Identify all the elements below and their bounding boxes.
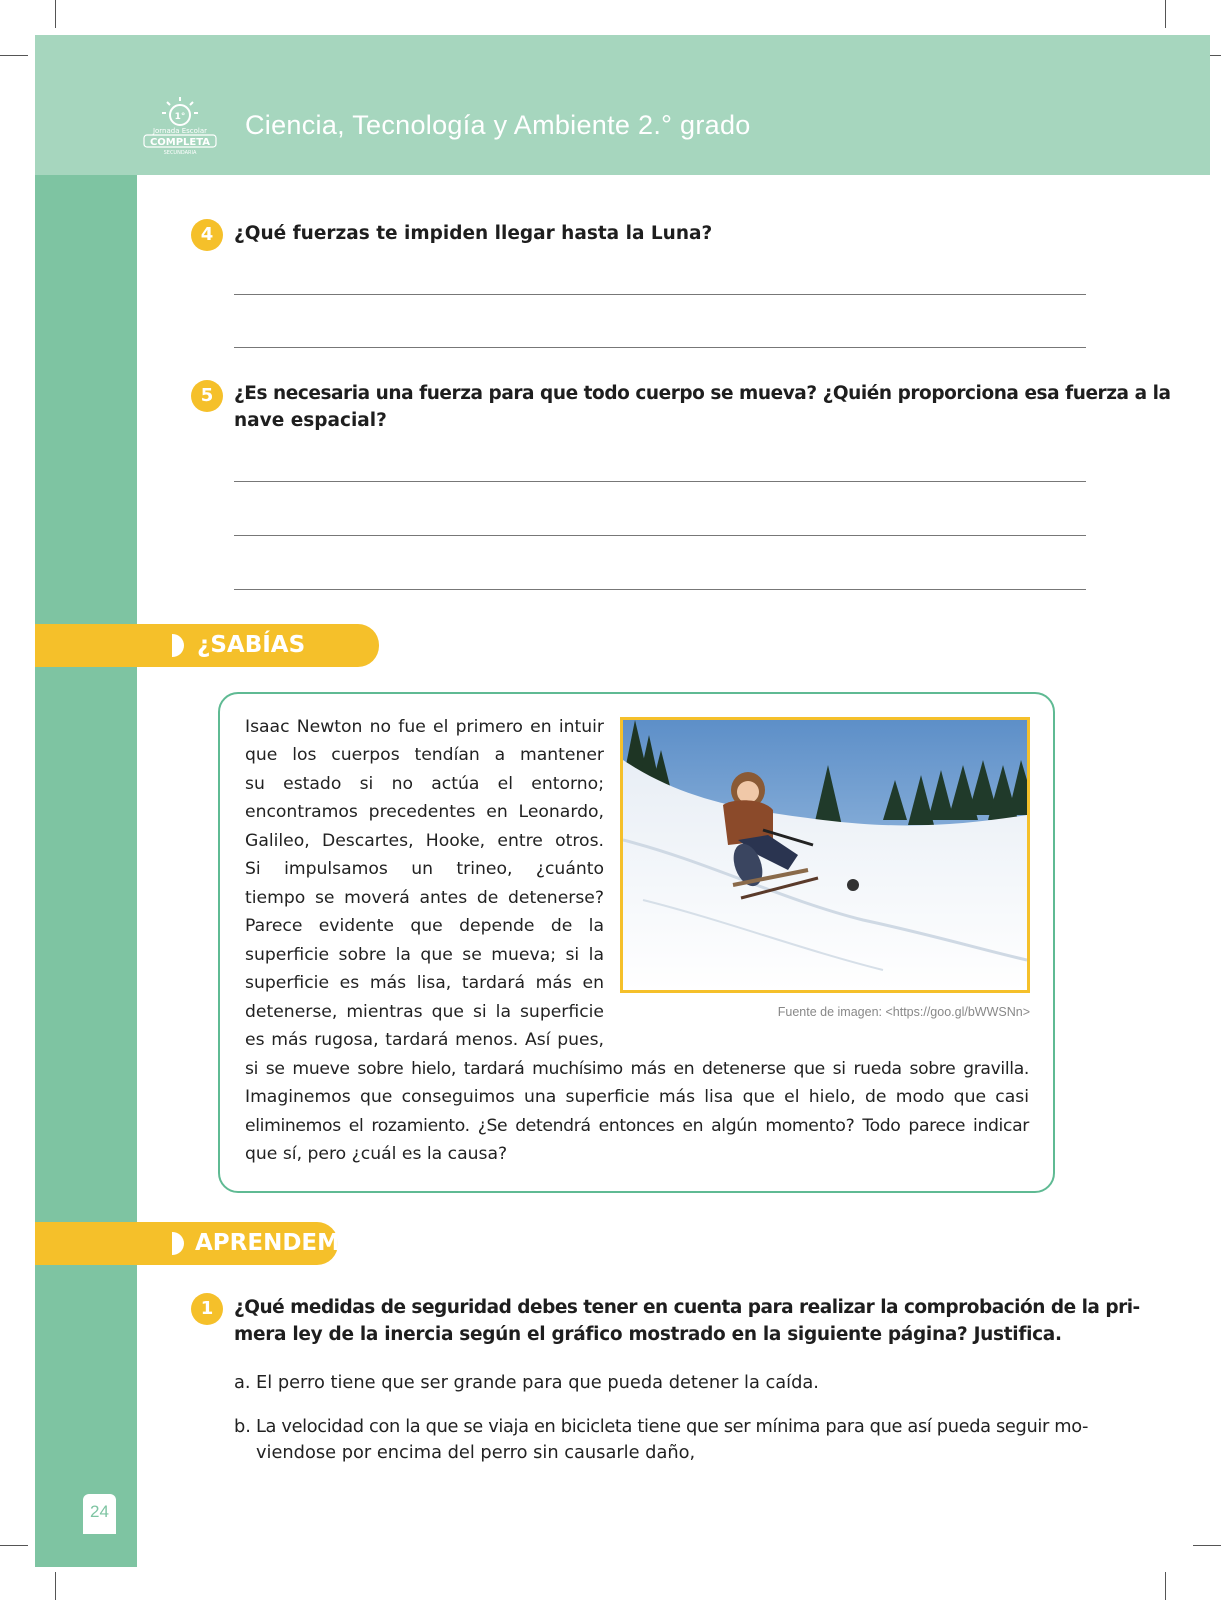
answer-line[interactable] <box>234 347 1086 348</box>
box-text-line: que los cuerpos tendían a mantener <box>245 745 604 765</box>
box-text-line: encontramos precedentes en Leonardo, <box>245 802 604 822</box>
crop-mark <box>1165 0 1166 28</box>
box-text-line: Galileo, Descartes, Hooke, entre otros. <box>245 831 604 851</box>
aprendemos-question-line2: mera ley de la inercia según el gráfico mostrado en la siguiente página? Justifica. <box>234 1324 1062 1345</box>
svg-text:SECUNDARIA: SECUNDARIA <box>163 150 197 156</box>
crop-mark <box>0 1545 28 1546</box>
crop-mark <box>1193 1545 1221 1546</box>
box-text-line: detenerse, mientras que si la superficie <box>245 1002 604 1022</box>
box-text-line: es más rugosa, tardará menos. Así pues, <box>245 1030 604 1050</box>
question-number-badge: 5 <box>191 380 223 412</box>
svg-text:COMPLETA: COMPLETA <box>149 137 211 148</box>
aprendemos-heading-text: APRENDEMOS <box>195 1230 377 1256</box>
box-text-line: que sí, pero ¿cuál es la causa? <box>245 1144 508 1164</box>
option-text: El perro tiene que ser grande para que pueda detener la caída. <box>256 1372 819 1393</box>
side-band <box>35 175 137 1567</box>
sabias-que-heading-text: ¿SABÍAS QUE...? <box>197 632 306 701</box>
svg-text:Jornada Escolar: Jornada Escolar <box>152 127 208 135</box>
option-b[interactable] <box>234 1414 1089 1466</box>
box-text-line: superficie es más lisa, tardará más en <box>245 973 604 993</box>
box-text-line: eliminemos el rozamiento. ¿Se detendrá entonces en algún momento? Todo parece indicar <box>245 1116 1029 1136</box>
box-text-line: su estado si no actúa el entorno; <box>245 774 604 794</box>
answer-line[interactable] <box>234 294 1086 295</box>
aprendemos-heading <box>35 1222 377 1265</box>
sabias-que-heading <box>35 624 379 701</box>
crop-mark <box>0 55 28 56</box>
image-source-caption: Fuente de imagen: <https://goo.gl/bWWSNn> <box>777 1005 1030 1019</box>
answer-line[interactable] <box>234 481 1086 482</box>
question-5-text-line2: nave espacial? <box>234 410 387 431</box>
box-text-line: si se mueve sobre hielo, tardará muchísimo más en detenerse que si rueda sobre gravilla. <box>245 1059 1029 1079</box>
tab-half-circle-icon <box>172 1232 184 1255</box>
option-text-line2: viendose por encima del perro sin causarle daño, <box>256 1442 696 1463</box>
box-text-line: superficie sobre la que se mueva; si la <box>245 945 604 965</box>
option-label: b. <box>234 1416 251 1437</box>
question-5-text-line1: ¿Es necesaria una fuerza para que todo cuerpo se mueva? ¿Quién proporciona esa fuerza a la <box>234 383 1171 404</box>
option-text-line1: La velocidad con la que se viaja en bicicleta tiene que ser mínima para que así pueda seguir mo- <box>256 1416 1089 1437</box>
aprendemos-question-line1: ¿Qué medidas de seguridad debes tener en cuenta para realizar la comprobación de la pri- <box>234 1297 1140 1318</box>
crop-mark <box>1165 1572 1166 1600</box>
sled-photo <box>620 717 1030 993</box>
header-title: Ciencia, Tecnología y Ambiente 2.° grado <box>245 110 751 140</box>
box-text-line: tiempo se moverá antes de detenerse? <box>245 888 604 908</box>
question-number-badge: 1 <box>191 1293 223 1325</box>
option-label: a. <box>234 1372 251 1393</box>
box-text-line: Si impulsamos un trineo, ¿cuánto <box>245 859 604 879</box>
answer-line[interactable] <box>234 535 1086 536</box>
option-a[interactable] <box>234 1370 1086 1396</box>
question-4-text: ¿Qué fuerzas te impiden llegar hasta la Luna? <box>234 223 713 244</box>
crop-mark <box>55 0 56 28</box>
crop-mark <box>55 1572 56 1600</box>
box-text-line: Imaginemos que conseguimos una superficie más lisa que el hielo, de modo que casi <box>245 1087 1029 1107</box>
answer-line[interactable] <box>234 589 1086 590</box>
page-number: 24 <box>83 1494 116 1534</box>
tab-half-circle-icon <box>172 634 184 657</box>
box-text-line: Parece evidente que depende de la <box>245 916 604 936</box>
question-number-badge: 4 <box>191 219 223 251</box>
jornada-escolar-logo <box>140 95 220 157</box>
box-text-line: Isaac Newton no fue el primero en intuir <box>245 717 604 737</box>
svg-text:1°: 1° <box>174 112 186 122</box>
